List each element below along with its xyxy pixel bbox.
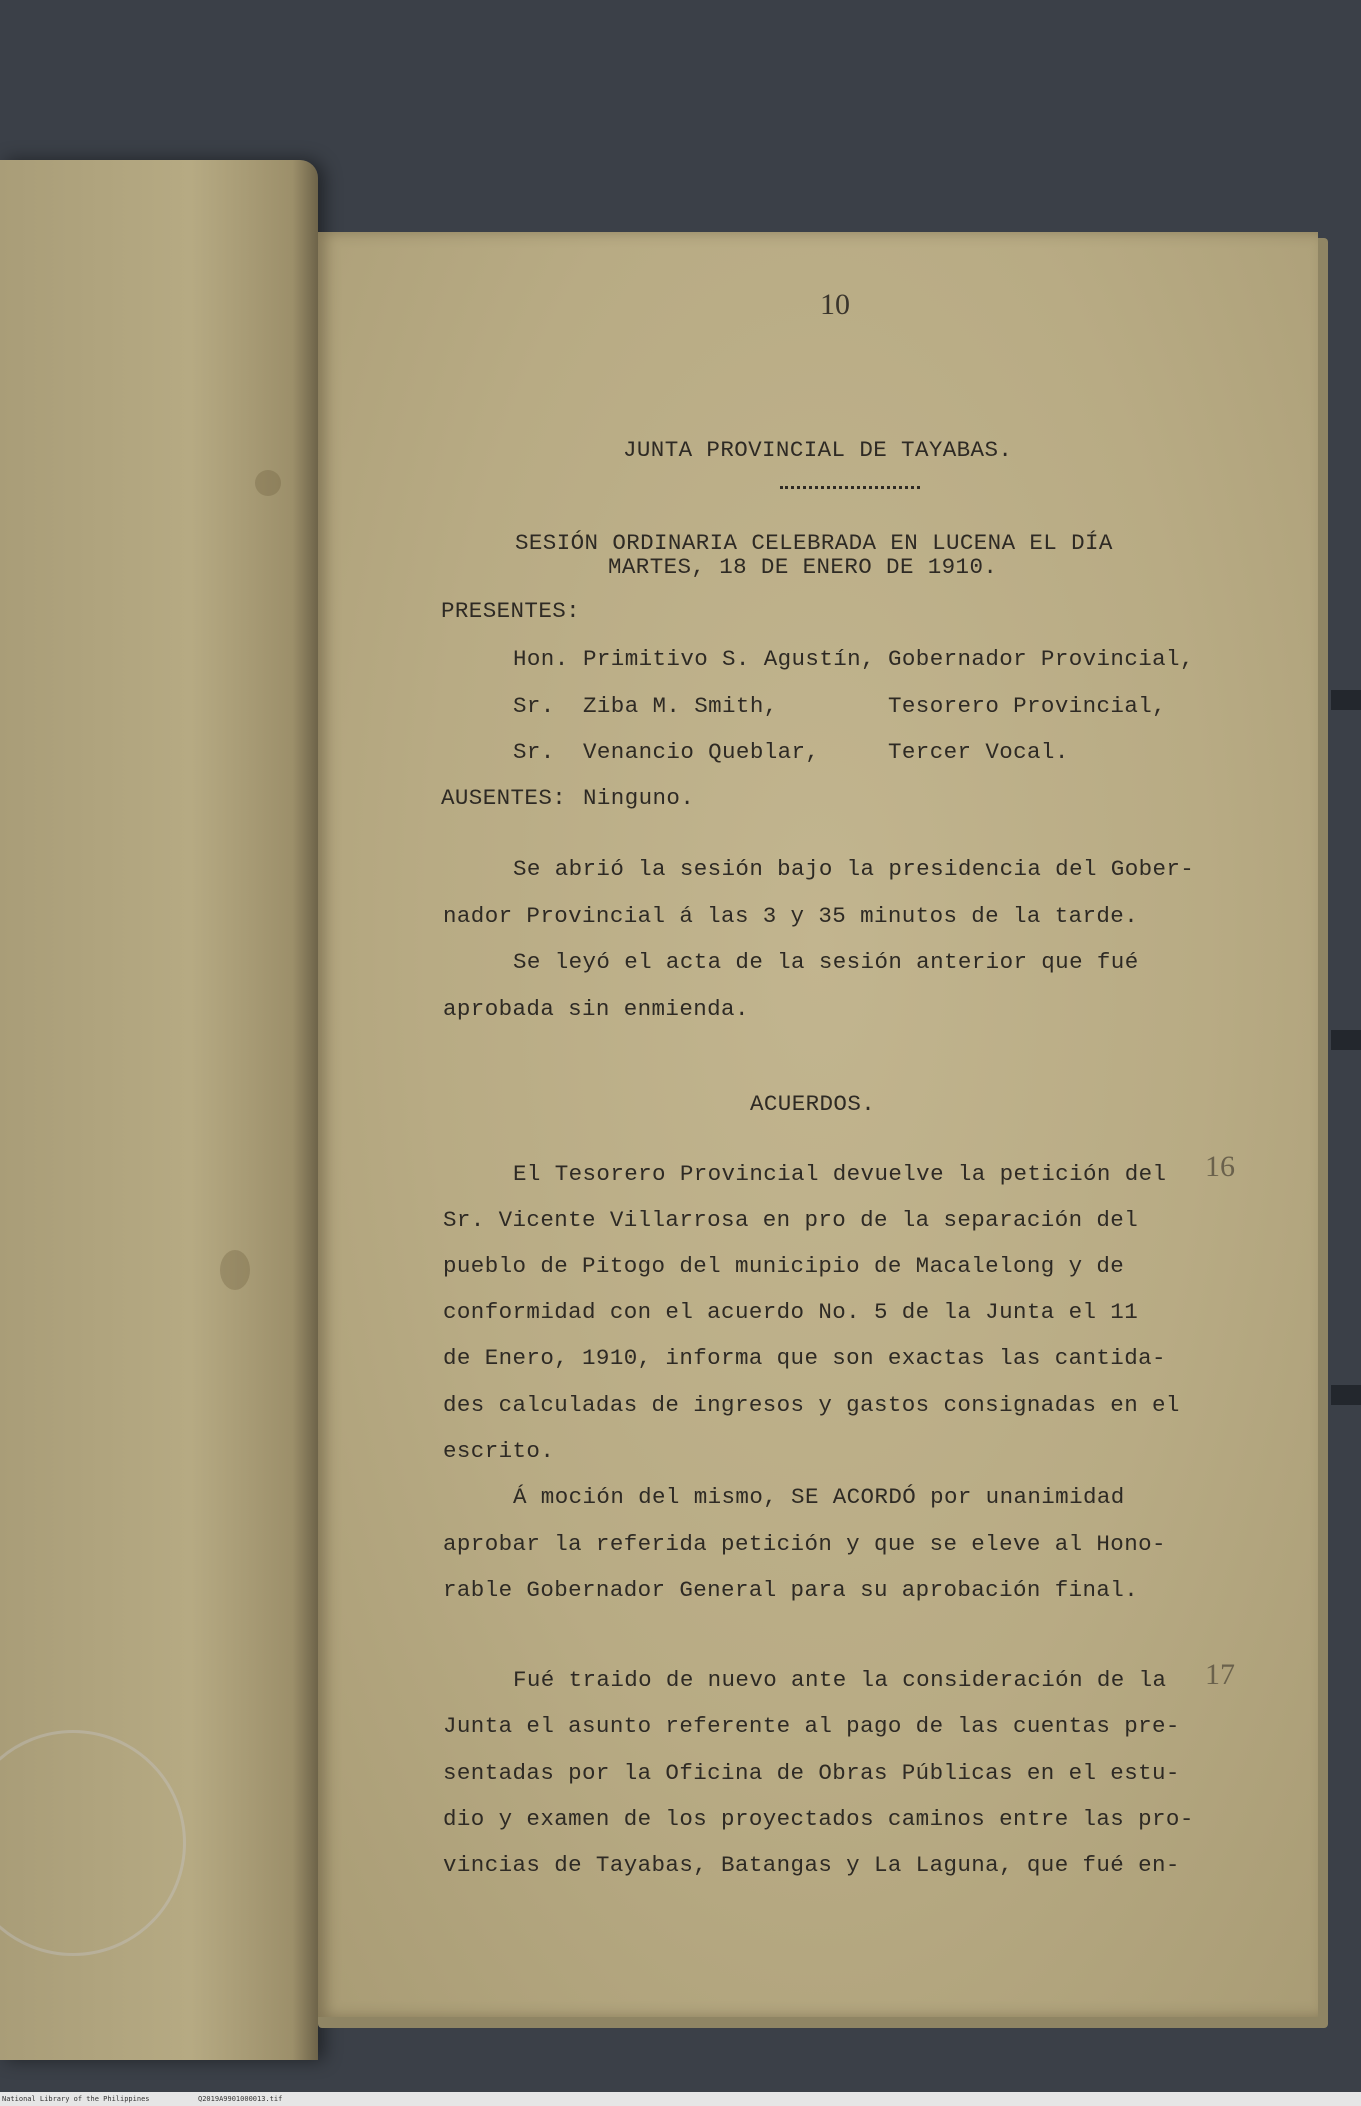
- member-title: Sr.: [513, 739, 555, 765]
- title-divider: [780, 486, 920, 489]
- text-line: escrito.: [443, 1438, 555, 1464]
- page-tab: [1331, 1385, 1361, 1405]
- text-line: vincias de Tayabas, Batangas y La Laguna, que fué en-: [443, 1852, 1180, 1878]
- session-heading-line: MARTES, 18 DE ENERO DE 1910.: [608, 554, 998, 580]
- text-line: dio y examen de los proyectados caminos entre las pro-: [443, 1806, 1194, 1832]
- page-tab: [1331, 1030, 1361, 1050]
- section-title: ACUERDOS.: [750, 1091, 876, 1117]
- right-page: [318, 232, 1318, 2017]
- document-title: JUNTA PROVINCIAL DE TAYABAS.: [623, 437, 1013, 463]
- member-role: Tesorero Provincial,: [888, 693, 1167, 719]
- member-name: Primitivo S. Agustín,: [583, 646, 875, 672]
- text-line: conformidad con el acuerdo No. 5 de la Junta el 11: [443, 1299, 1139, 1325]
- text-line: Se abrió la sesión bajo la presidencia del Gober-: [513, 856, 1195, 882]
- text-line: Se leyó el acta de la sesión anterior que fué: [513, 949, 1139, 975]
- page-tab: [1331, 690, 1361, 710]
- margin-item-number: 16: [1205, 1150, 1235, 1183]
- stain: [255, 470, 281, 496]
- footer-source: National Library of the Philippines: [2, 2095, 150, 2103]
- text-line: rable Gobernador General para su aprobación final.: [443, 1577, 1139, 1603]
- text-line: sentadas por la Oficina de Obras Públicas en el estu-: [443, 1760, 1180, 1786]
- text-line: Sr. Vicente Villarrosa en pro de la separación del: [443, 1207, 1139, 1233]
- member-role: Gobernador Provincial,: [888, 646, 1194, 672]
- text-line: aprobada sin enmienda.: [443, 996, 749, 1022]
- text-line: Á moción del mismo, SE ACORDÓ por unanimidad: [513, 1484, 1125, 1510]
- margin-item-number: 17: [1205, 1658, 1235, 1691]
- member-title: Hon.: [513, 646, 569, 672]
- page-number: 10: [820, 288, 850, 321]
- text-line: Junta el asunto referente al pago de las cuentas pre-: [443, 1713, 1180, 1739]
- absent-label: AUSENTES:: [441, 785, 567, 811]
- present-label: PRESENTES:: [441, 598, 581, 624]
- session-heading-line: SESIÓN ORDINARIA CELEBRADA EN LUCENA EL DÍA: [515, 530, 1113, 556]
- text-line: pueblo de Pitogo del municipio de Macalelong y de: [443, 1253, 1125, 1279]
- text-line: nador Provincial á las 3 y 35 minutos de la tarde.: [443, 903, 1139, 929]
- text-line: de Enero, 1910, informa que son exactas las cantida-: [443, 1345, 1166, 1371]
- stain: [220, 1250, 250, 1290]
- absent-value: Ninguno.: [583, 785, 695, 811]
- member-name: Venancio Queblar,: [583, 739, 820, 765]
- member-name: Ziba M. Smith,: [583, 693, 778, 719]
- text-line: Fué traido de nuevo ante la consideración de la: [513, 1667, 1167, 1693]
- text-line: aprobar la referida petición y que se eleve al Hono-: [443, 1531, 1166, 1557]
- text-line: El Tesorero Provincial devuelve la petición del: [513, 1161, 1167, 1187]
- scan-footer: [0, 2092, 1361, 2106]
- footer-filename: Q2019A9901000013.tif: [198, 2095, 283, 2103]
- member-title: Sr.: [513, 693, 555, 719]
- text-line: des calculadas de ingresos y gastos consignadas en el: [443, 1392, 1180, 1418]
- member-role: Tercer Vocal.: [888, 739, 1069, 765]
